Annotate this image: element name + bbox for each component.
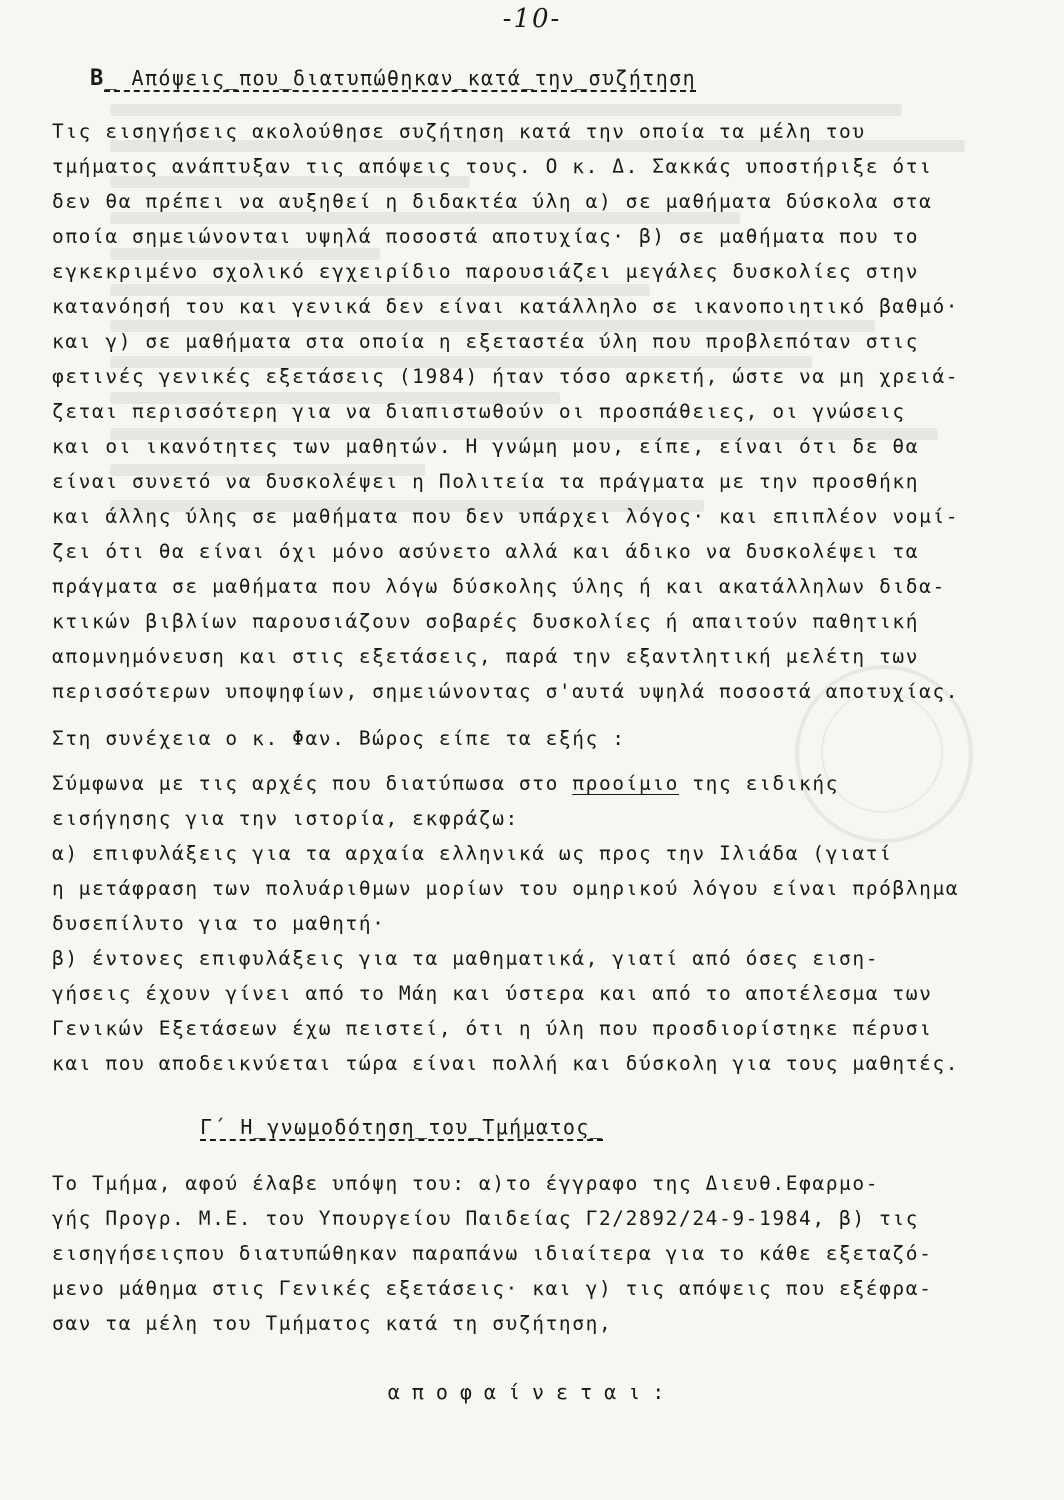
text-line: είναι συνετό να δυσκολέψει η Πολιτεία τα πράγματα με την προσθήκη [52,470,920,493]
text-line: Γενικών Εξετάσεων έχω πειστεί, ότι η ύλη που προσδιορίστηκε πέρυσι [52,1017,933,1040]
text-line: και γ) σε μαθήματα στα οποία η εξεταστέα ύλη που προβλεπόταν στις [52,330,920,353]
text-line: και οι ικανότητες των μαθητών. Η γνώμη μου, είπε, είναι ότι δε θα [52,435,920,458]
underlined-word: προοίμιο [572,772,679,795]
text-line: ζεται περισσότερη για να διαπιστωθούν οι προσπάθειες, οι γνώσεις [52,400,906,423]
text-line: η μετάφραση των πολυάριθμων μορίων του ομηρικού λόγου είναι πρόβλημα [52,877,960,900]
page-number: -10- [502,4,562,34]
text-line: δυσεπίλυτο για το μαθητή· [52,912,386,935]
text-line: ζει ότι θα είναι όχι μόνο ασύνετο αλλά και άδικο να δυσκολέψει τα [52,540,920,563]
text-line: και άλλης ύλης σε μαθήματα που δεν υπάρχει λόγος· και επιπλέον νομί- [52,505,960,528]
text-line: οποία σημειώνονται υψηλά ποσοστά αποτυχίας· β) σε μαθήματα που το [52,225,920,248]
text-line: γήσεις έχουν γίνει από το Μάη και ύστερα και από το αποτέλεσμα των [52,982,933,1005]
text-line: Τις εισηγήσεις ακολούθησε συζήτηση κατά την οποία τα μέλη του [52,120,866,143]
text-line: πράγματα σε μαθήματα που λόγω δύσκολης ύλης ή και ακατάλληλων διδα- [52,575,946,598]
text-line: Στη συνέχεια ο κ. Φαν. Βώρος είπε τα εξής : [52,727,626,750]
text-span: της ειδικής [679,772,840,795]
text-line: τμήματος ανάπτυξαν τις απόψεις τους. Ο κ. Δ. Σακκάς υποστήριξε ότι [52,155,933,178]
text-line: σαν τα μέλη του Τμήματος κατά τη συζήτηση, [52,1312,613,1335]
text-line: Το Τμήμα, αφού έλαβε υπόψη του: α)το έγγραφο της Διευθ.Εφαρμο- [52,1172,880,1195]
text-line: και που αποδεικνύεται τώρα είναι πολλή και δύσκολη για τους μαθητές. [52,1052,960,1075]
text-line: εισηγήσειςπου διατυπώθηκαν παραπάνω ιδιαίτερα για το κάθε εξεταζό- [52,1242,933,1265]
text-line: απομνημόνευση και στις εξετάσεις, παρά την εξαντλητική μελέτη των [52,645,920,668]
text-line: α) επιφυλάξεις για τα αρχαία ελληνικά ως προς την Ιλιάδα (γιατί [52,842,893,865]
section-g-heading [200,1115,603,1139]
text-line: γής Προγρ. Μ.Ε. του Υπουργείου Παιδείας Γ2/2892/24-9-1984, β) τις [52,1207,920,1230]
section-g-title: Γ΄ Η_γνωμοδότηση_του_Τμήματος_ [200,1115,604,1139]
text-line: περισσότερων υποψηφίων, σημειώνοντας σ'αυτά υψηλά ποσοστά αποτυχίας. [52,680,960,703]
text-line: εισήγησης για την ιστορία, εκφράζω: [52,807,519,830]
section-b-heading [90,66,696,91]
section-b-title: _ Απόψεις_που_διατυπώθηκαν_κατά_την_συζήτηση [104,66,697,90]
text-line: κατανόησή του και γενικά δεν είναι κατάλληλο σε ικανοποιητικό βαθμό· [52,295,960,318]
text-line: εγκεκριμένο σχολικό εγχειρίδιο παρουσιάζει μεγάλες δυσκολίες στην [52,260,920,283]
text-line: β) έντονες επιφυλάξεις για τα μαθηματικά, γιατί από όσες ειση- [52,947,880,970]
section-b-marker: Β [90,66,105,91]
text-line: φετινές γενικές εξετάσεις (1984) ήταν τόσο αρκετή, ώστε να μη χρειά- [52,365,960,388]
text-line [52,772,1012,795]
decision-word: αποφαίνεται: [387,1380,677,1404]
text-line: κτικών βιβλίων παρουσιάζουν σοβαρές δυσκολίες ή απαιτούν παθητική [52,610,920,633]
text-line: δεν θα πρέπει να αυξηθεί η διδακτέα ύλη α) σε μαθήματα δύσκολα στα [52,190,933,213]
text-span: Σύμφωνα με τις αρχές που διατύπωσα στο [52,772,573,795]
text-line: μενο μάθημα στις Γενικές εξετάσεις· και γ) τις απόψεις που εξέφρα- [52,1277,933,1300]
